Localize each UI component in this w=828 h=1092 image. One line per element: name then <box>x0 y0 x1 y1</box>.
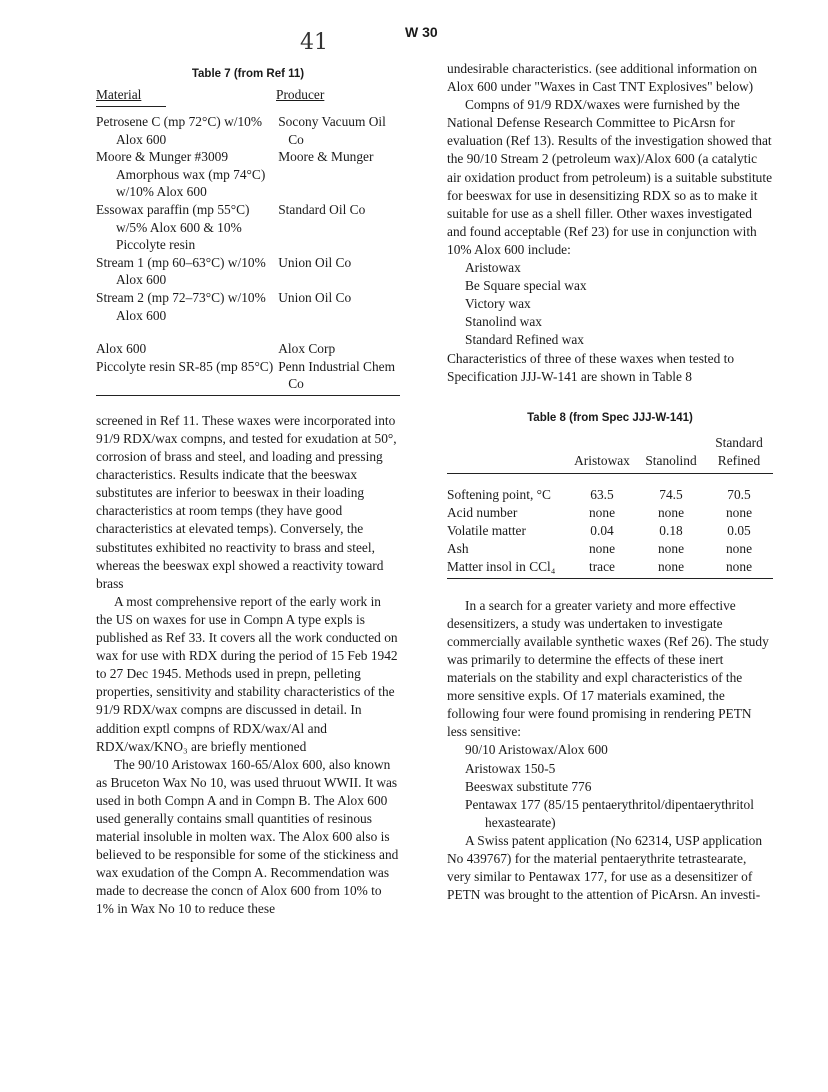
desensitizer-list <box>447 741 773 831</box>
table-row: Ash none none none <box>447 540 753 556</box>
paragraph: Characteristics of three of these waxes when tested to Specification JJJ-W-141 are shown in Table 8 <box>447 350 735 384</box>
table7-col-producer: Producer <box>276 87 325 102</box>
table7-caption: Table 7 (from Ref 11) <box>191 68 305 80</box>
table-row: Piccolyte resin SR-85 (mp 85°C) Penn Industrial Chem Co <box>96 358 396 392</box>
table-row: Stream 1 (mp 60–63°C) w/10% Alox 600 Union Oil Co <box>96 254 352 288</box>
left-column <box>96 60 400 919</box>
list-item: Stanolind wax <box>465 314 542 330</box>
table7-col-material: Material <box>96 87 142 102</box>
table8 <box>447 434 773 579</box>
table8-header-standard: Standard <box>715 434 763 450</box>
list-item: Be Square special wax <box>465 278 587 294</box>
table-row: Stream 2 (mp 72–73°C) w/10% Alox 600 Union Oil Co <box>96 289 352 323</box>
paragraph: A Swiss patent application (No 62314, USP application No 439767) for the material pentaerythrite tetrastearate, very similar to Pentawax 177, for use as a desensitizer of PETN was brought to the attention of PicArsn. An investi- <box>447 832 763 903</box>
page-number: W 30 <box>405 24 438 40</box>
list-item: Pentawax 177 (85/15 pentaerythritol/dipentaerythritol hexastearate) <box>465 796 754 830</box>
table-row: Petrosene C (mp 72°C) w/10% Alox 600 Socony Vacuum Oil Co <box>96 114 386 147</box>
paragraph: undesirable characteristics. (see additional information on Alox 600 under "Waxes in Cast TNT Explosives" below) <box>447 61 758 95</box>
table8-header: Stanolind <box>645 452 697 468</box>
list-item: 90/10 Aristowax/Alox 600 <box>465 742 608 758</box>
table8-header: Aristowax <box>574 452 630 468</box>
paragraph: The 90/10 Aristowax 160-65/Alox 600, also known as Bruceton Wax No 10, was used thruout WWII. It was used in both Compn A and in Compn B. The Alox 600 used generally contains small quantities of resinous material insoluble in molten wax. The Alox 600 also is believed to be responsible for some of the stickiness and wax exudation of the Compn A. Recommendation was made to decrease the concn of Alox 600 from 10% to 1% in Wax No 10 to reduce these <box>96 756 399 917</box>
handwritten-page-number: 41 <box>300 30 328 55</box>
table-row: Volatile matter 0.04 0.18 0.05 <box>447 522 751 538</box>
paragraph: In a search for a greater variety and more effective desensitizers, a study was undertaken to investigate commercially available synthetic waxes (Ref 26). The study was primarily to determine the effects of these inert materials on the stability and expl characteristics of the more sensitive expls. Of 17 materials examined, the following four were found promising in rendering PETN less sensitive: <box>447 597 769 740</box>
list-item: Victory wax <box>465 296 531 312</box>
right-column <box>447 60 773 904</box>
paragraph: Compns of 91/9 RDX/waxes were furnished by the National Defense Research Committee to PicArsn for evaluation (Ref 13). Results of the investigation showed that the 90/10 Stream 2 (petroleum wax)/Alox 600 (a catalytic air oxidation product from petroleum) is a suitable substitute for beeswax for use in desensitizing RDX so as to make it suitable for use as a shell filler. Other waxes investigated and found acceptable (Ref 23) for use in conjunction with 10% Alox 600 include: <box>447 97 773 257</box>
table8-header-refined: Refined <box>717 452 761 468</box>
table-row: Moore & Munger #3009 Amorphous wax (mp 74°C) w/10% Alox 600 Moore & Munger <box>96 149 374 200</box>
table-row: Essowax paraffin (mp 55°C) w/5% Alox 600 & 10% Piccolyte resin Standard Oil Co <box>96 201 366 253</box>
table-row: Softening point, °C 63.5 74.5 70.5 <box>447 486 751 502</box>
paragraph: screened in Ref 11. These waxes were incorporated into 91/9 RDX/wax compns, and tested for exudation at 50°, corrosion of brass and steel, and loading and pressing characteristics. Results indicate that the beeswax substitutes are inferior to beeswax in their loading characteristics at room temps (they have good characteristics at elevated temps). Conversely, the substitutes exhibited no reactivity to brass and steel, whereas the beeswax expl showed a reactivity toward brass <box>96 412 397 591</box>
table-row: Matter insol in CCl₄ trace none none <box>447 558 753 574</box>
list-item: Standard Refined wax <box>465 332 584 348</box>
paragraph: A most comprehensive report of the early work in the US on waxes for use in Compn A type expls is published as Ref 33. It covers all the work conducted on wax for use with RDX during the period of 15 Feb 1942 to 27 Dec 1945. Methods used in prepn, pelleting properties, sensitivity and stability characteristics of the 91/9 RDX/wax compns are discussed in detail. In addition exptl compns of RDX/wax/Al and RDX/wax/KNO₃ are briefly mentioned <box>96 593 398 754</box>
list-item: Aristowax 150-5 <box>465 760 556 776</box>
wax-list <box>447 259 773 349</box>
table8-caption: Table 8 (from Spec JJJ-W-141) <box>527 411 693 424</box>
table-row: Alox 600 Alox Corp <box>96 341 336 357</box>
table-row: Acid number none none none <box>447 504 753 520</box>
table7 <box>96 80 400 396</box>
list-item: Aristowax <box>465 260 521 276</box>
list-item: Beeswax substitute 776 <box>465 778 592 794</box>
